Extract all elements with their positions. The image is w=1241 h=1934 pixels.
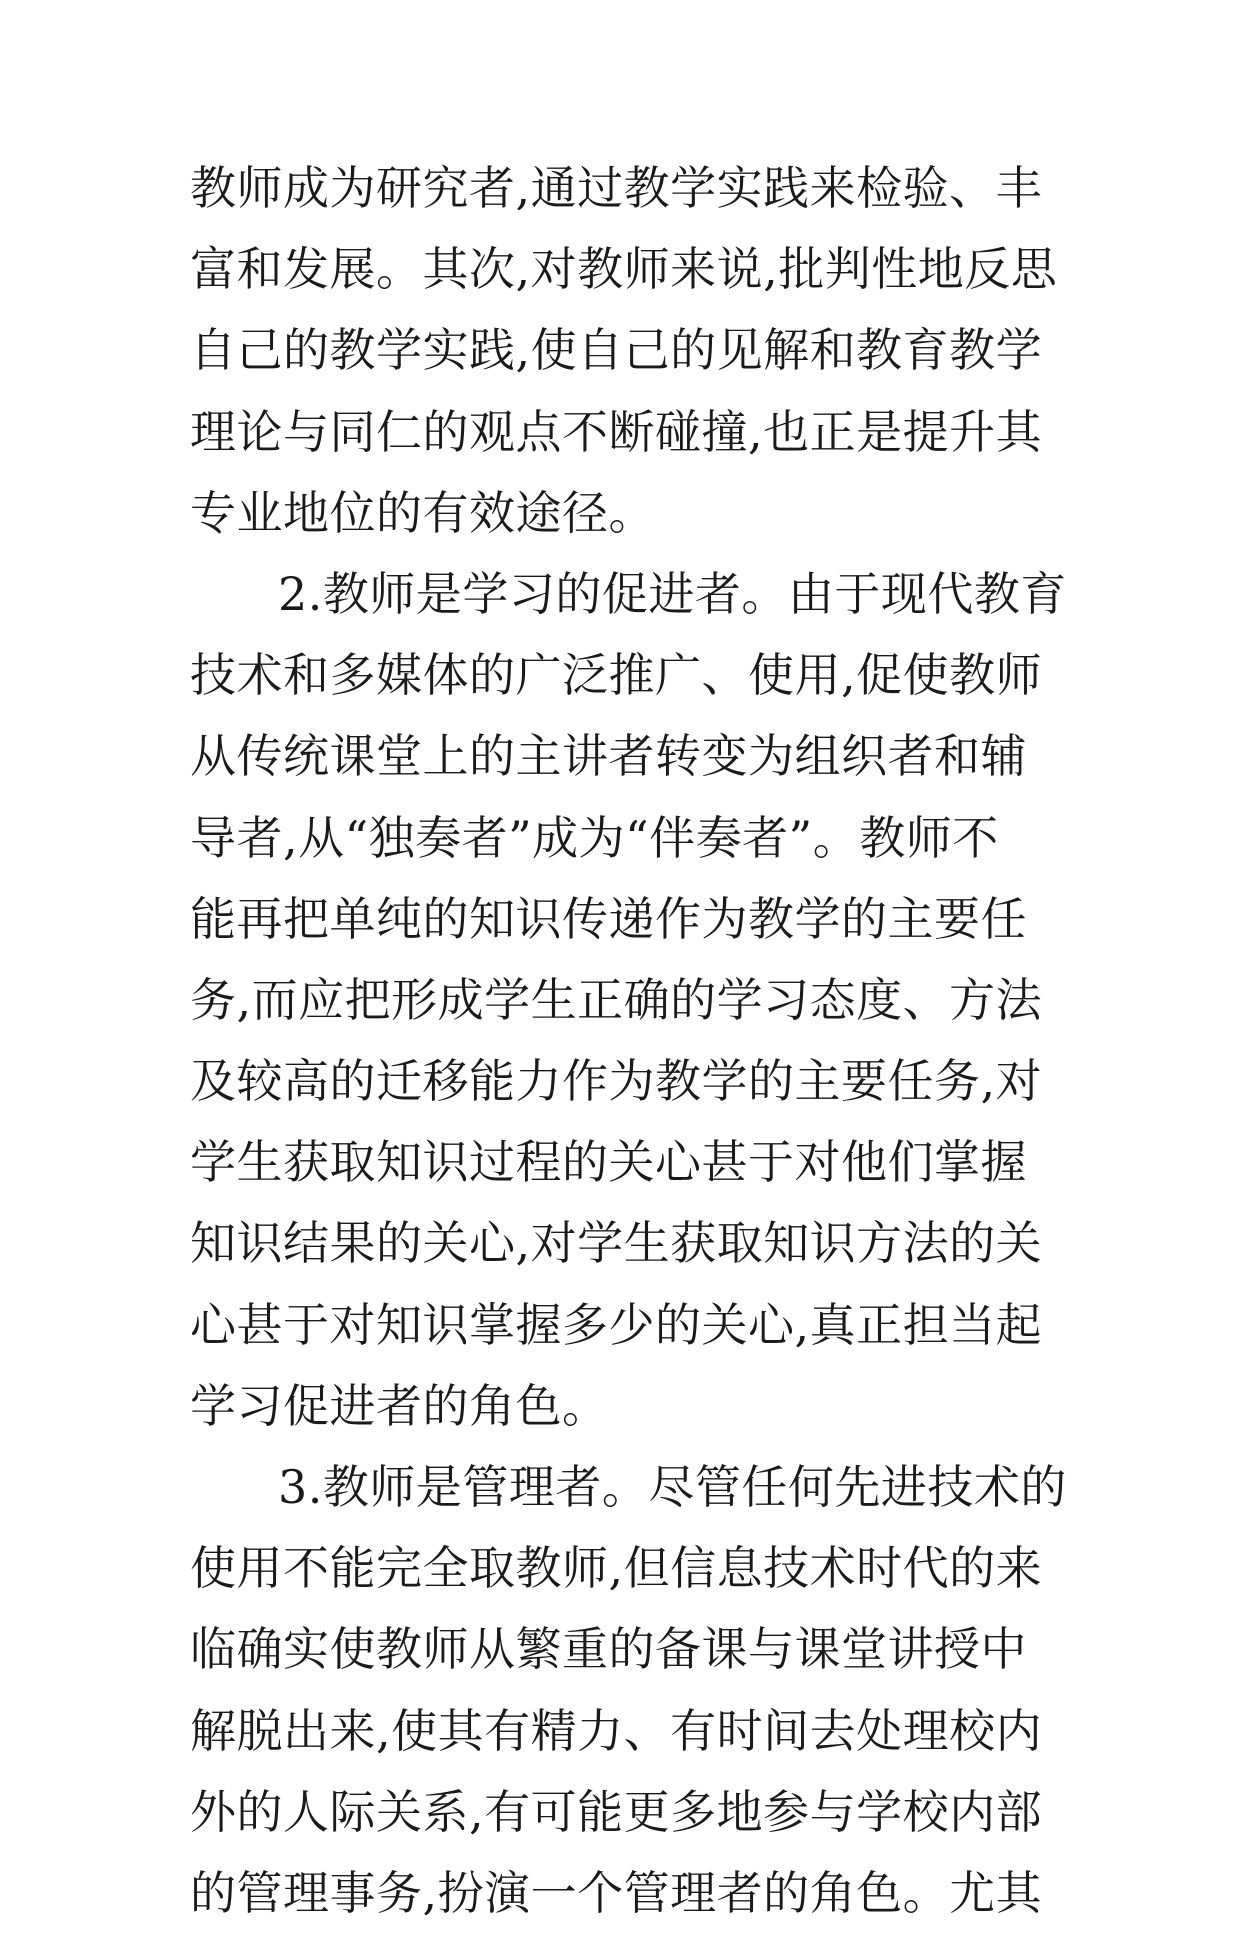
paragraph-3-first-line: 3.教师是管理者。尽管任何先进技术的: [278, 1460, 1067, 1514]
text-line: 富和发展。其次,对教师来说,批判性地反思: [190, 242, 1058, 297]
text-line: 使用不能完全取教师,但信息技术时代的来: [190, 1541, 1043, 1596]
text-line: 技术和多媒体的广泛推广、使用,促使教师: [190, 648, 1043, 703]
text-line: 临确实使教师从繁重的备课与课堂讲授中: [190, 1622, 1027, 1677]
text-line: 的管理事务,扮演一个管理者的角色。尤其: [190, 1865, 1043, 1920]
text-line: 解脱出来,使其有精力、有时间去处理校内: [190, 1703, 1043, 1758]
text-line: 务,而应把形成学生正确的学习态度、方法: [190, 972, 1043, 1027]
body-text: [190, 148, 1067, 1934]
text-line: 教师成为研究者,通过教学实践来检验、丰: [190, 161, 1043, 215]
text-line: 学生获取知识过程的关心甚于对他们掌握: [190, 1135, 1027, 1190]
text-line: 学习促进者的角色。: [190, 1378, 609, 1433]
text-line: 自己的教学实践,使自己的见解和教育教学: [190, 323, 1043, 378]
paragraph-2-first-line: 2.教师是学习的促进者。由于现代教育: [278, 566, 1067, 621]
text-line: 心甚于对知识掌握多少的关心,真正担当起: [190, 1297, 1043, 1352]
text-line: 从传统课堂上的主讲者转变为组织者和辅: [190, 729, 1027, 784]
text-line: 理论与同仁的观点不断碰撞,也正是提升其: [190, 404, 1043, 459]
text-line: 知识结果的关心,对学生获取知识方法的关: [190, 1216, 1043, 1271]
text-line: 能再把单纯的知识传递作为教学的主要任: [190, 891, 1027, 946]
text-line: 导者,从“独奏者”成为“伴奏者”。教师不: [190, 810, 999, 865]
text-line: 外的人际关系,有可能更多地参与学校内部: [190, 1784, 1043, 1839]
text-line: 专业地位的有效途径。: [190, 485, 655, 540]
text-line: 及较高的迁移能力作为教学的主要任务,对: [190, 1054, 1043, 1109]
